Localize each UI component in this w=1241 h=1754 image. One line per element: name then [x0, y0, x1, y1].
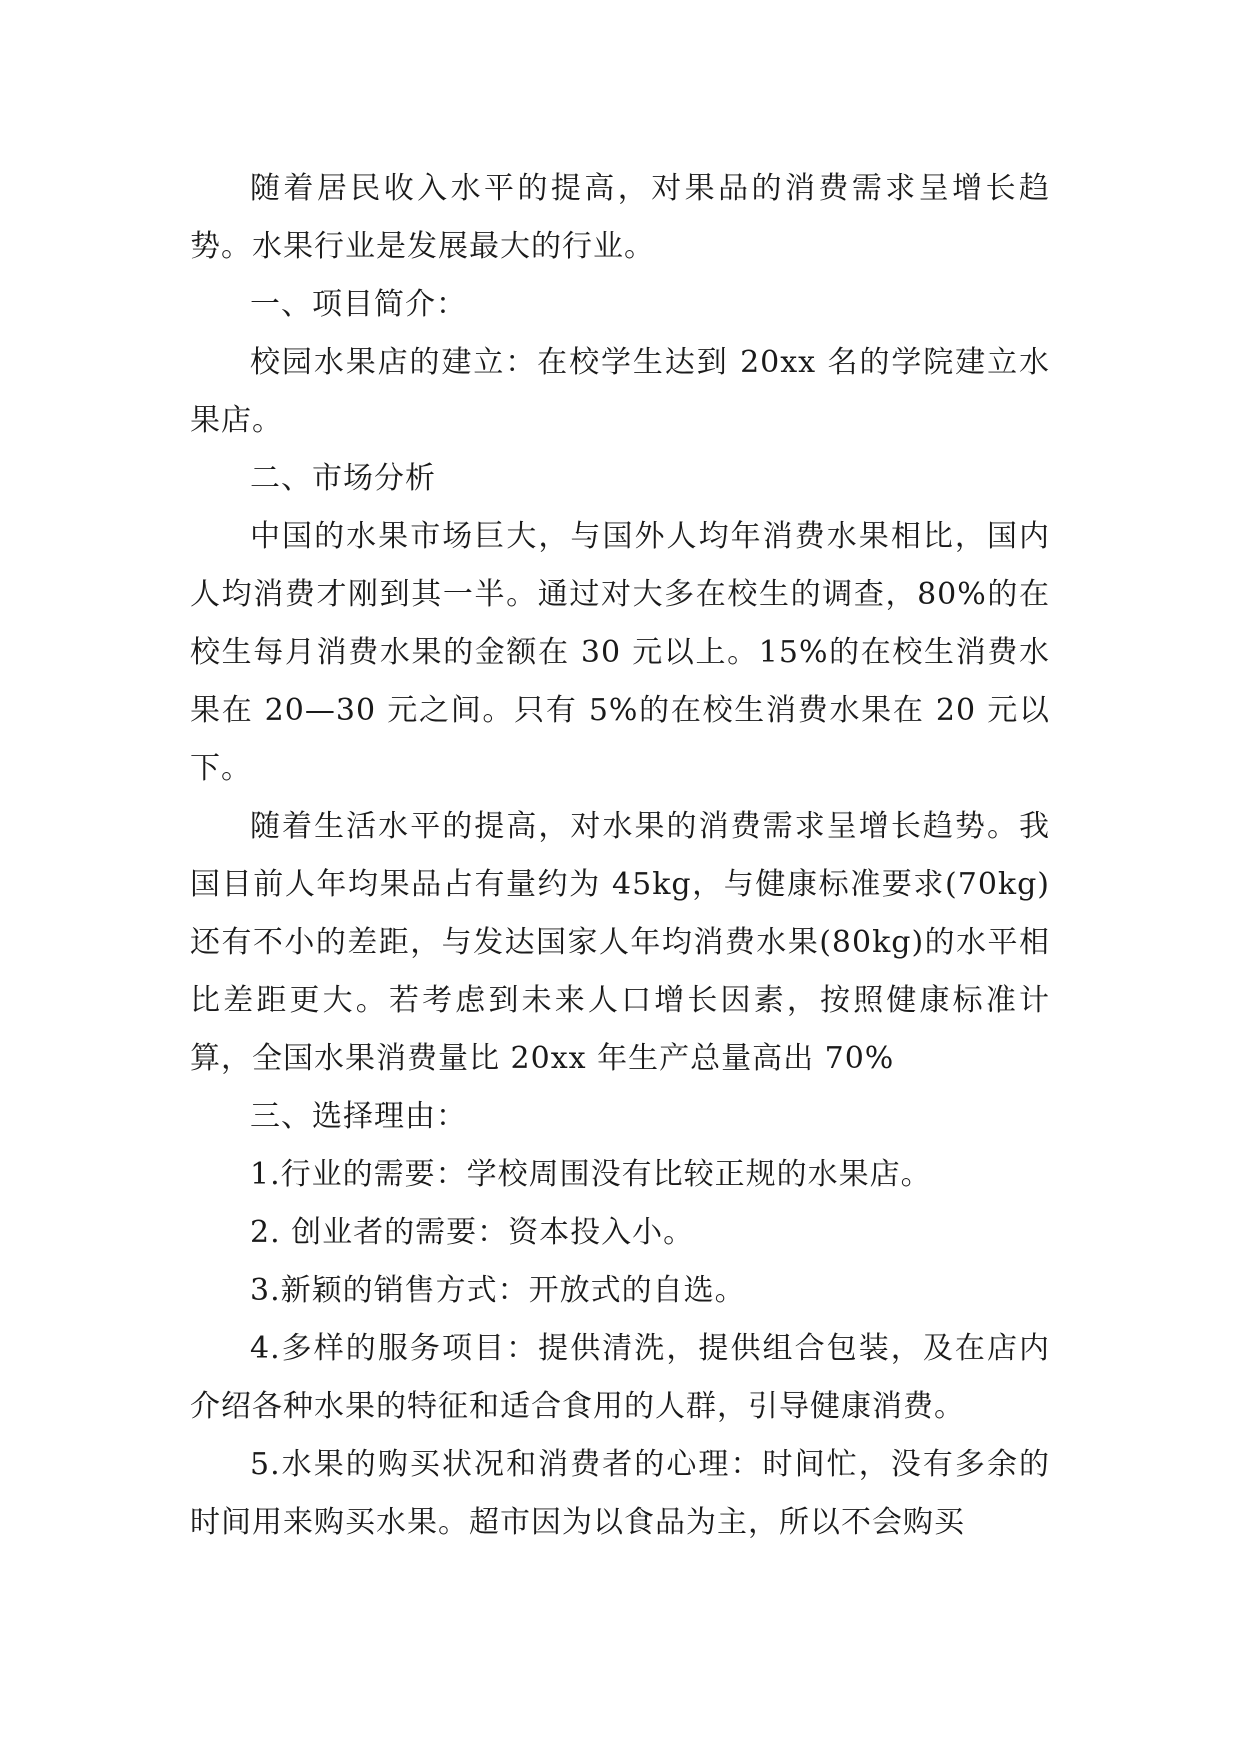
paragraph: 3.新颖的销售方式：开放式的自选。 — [250, 1273, 746, 1308]
paragraph: 随着居民收入水平的提高，对果品的消费需求呈增长趋势。水果行业是发展最大的行业。 — [190, 171, 1050, 264]
paragraph: 校园水果店的建立：在校学生达到 20xx 名的学院建立水果店。 — [190, 345, 1050, 438]
paragraph: 1.行业的需要：学校周围没有比较正规的水果店。 — [250, 1157, 932, 1192]
paragraph: 2. 创业者的需要：资本投入小。 — [250, 1215, 695, 1250]
paragraph: 二、市场分析 — [250, 461, 436, 496]
paragraph: 三、选择理由： — [250, 1099, 467, 1134]
paragraph: 中国的水果市场巨大，与国外人均年消费水果相比，国内人均消费才刚到其一半。通过对大多在校生的调查，80%的在校生每月消费水果的金额在 30 元以上。15%的在校生消费水果在 20—30 元之间。只有 5%的在校生消费水果在 20 元以下。 — [190, 519, 1050, 786]
paragraph: 4.多样的服务项目：提供清洗，提供组合包装，及在店内介绍各种水果的特征和适合食用的人群，引导健康消费。 — [190, 1331, 1050, 1424]
paragraph: 5.水果的购买状况和消费者的心理：时间忙，没有多余的时间用来购买水果。超市因为以食品为主，所以不会购买 — [190, 1447, 1050, 1540]
document-body — [190, 160, 1050, 1552]
paragraph: 一、项目简介： — [250, 287, 467, 322]
paragraph: 随着生活水平的提高，对水果的消费需求呈增长趋势。我国目前人年均果品占有量约为 45kg，与健康标准要求(70kg)还有不小的差距，与发达国家人年均消费水果(80kg)的水平相比差距更大。若考虑到未来人口增长因素，按照健康标准计算，全国水果消费量比 20xx 年生产总量高出 70% — [190, 809, 1050, 1076]
